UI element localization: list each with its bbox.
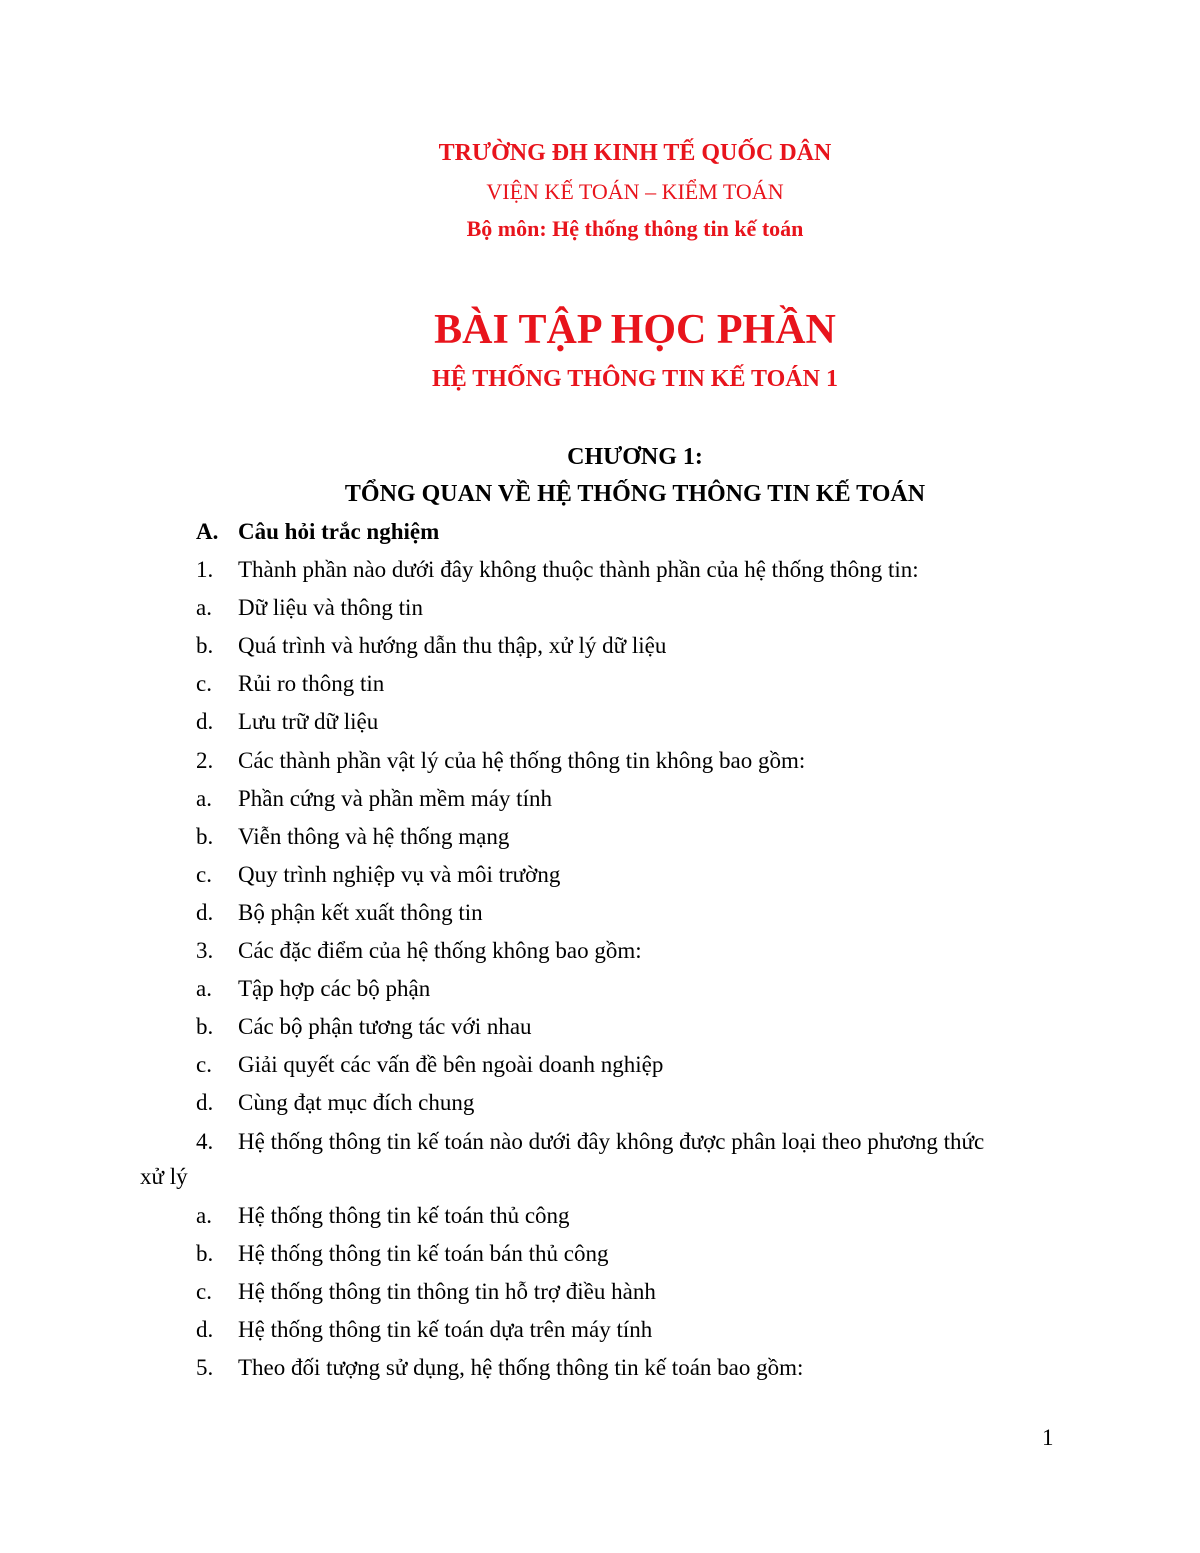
answer-option [0,1014,1200,1052]
answer-option [0,1203,1200,1241]
option-text: Lưu trữ dữ liệu [238,709,379,735]
answer-option [0,1317,1200,1355]
answer-option [0,671,1200,709]
answer-option [0,786,1200,824]
option-letter: c. [196,861,212,887]
option-letter: c. [196,1279,212,1305]
question-line [0,557,1200,595]
option-text: Bộ phận kết xuất thông tin [238,899,483,925]
option-letter: a. [196,595,212,621]
option-text: Dữ liệu và thông tin [238,595,423,621]
chapter-number: CHƯƠNG 1: [567,444,703,470]
answer-option [0,1279,1200,1317]
question-text: Theo đối tượng sử dụng, hệ thống thông tin kế toán bao gồm: [238,1355,804,1381]
section-label: Câu hỏi trắc nghiệm [238,519,440,544]
answer-option [0,1052,1200,1090]
option-text: Cùng đạt mục đích chung [238,1090,475,1116]
question-text: Hệ thống thông tin kế toán nào dưới đây không được phân loại theo phương thức [238,1128,985,1154]
option-letter: d. [196,709,214,735]
question-number: 2. [196,747,214,773]
question-text: Thành phần nào dưới đây không thuộc thành phần của hệ thống thông tin: [238,557,919,582]
option-letter: d. [196,1317,214,1343]
question-4-continuation: xử lý [140,1164,188,1189]
option-text: Phần cứng và phần mềm máy tính [238,785,552,811]
question-line [0,938,1200,976]
option-letter: d. [196,899,214,925]
question-line [0,1129,1200,1167]
option-text: Các bộ phận tương tác với nhau [238,1014,532,1040]
course-title: HỆ THỐNG THÔNG TIN KẾ TOÁN 1 [432,366,838,392]
answer-option [0,862,1200,900]
answer-option [0,976,1200,1014]
question-text: Các thành phần vật lý của hệ thống thông tin không bao gồm: [238,747,806,773]
answer-option [0,633,1200,671]
question-number: 3. [196,938,214,963]
option-letter: a. [196,785,212,811]
chapter-title: TỔNG QUAN VỀ HỆ THỐNG THÔNG TIN KẾ TOÁN [344,481,926,507]
question-line [0,1355,1200,1393]
section-marker: A. [196,519,219,544]
option-letter: a. [196,976,212,1002]
answer-option [0,709,1200,747]
option-text: Hệ thống thông tin kế toán bán thủ công [238,1241,609,1267]
option-text: Quy trình nghiệp vụ và môi trường [238,861,561,887]
document-title: BÀI TẬP HỌC PHẦN [434,307,836,353]
answer-option [0,1241,1200,1279]
option-text: Tập hợp các bộ phận [238,976,431,1002]
question-line [0,748,1200,786]
option-letter: a. [196,1203,212,1228]
option-text: Rủi ro thông tin [238,671,385,697]
department-name: Bộ môn: Hệ thống thông tin kế toán [466,216,804,241]
answer-option [0,824,1200,862]
option-letter: b. [196,1014,214,1040]
question-number: 4. [196,1128,214,1154]
question-text: Các đặc điểm của hệ thống không bao gồm: [238,938,642,963]
answer-option [0,1090,1200,1128]
option-text: Hệ thống thông tin thông tin hỗ trợ điều hành [238,1279,656,1305]
question-number: 5. [196,1355,214,1381]
option-letter: d. [196,1090,214,1116]
option-letter: c. [196,671,212,697]
option-letter: b. [196,823,214,849]
institute-name: VIỆN KẾ TOÁN – KIỂM TOÁN [486,179,784,204]
question-number: 1. [196,557,214,582]
answer-option [0,900,1200,938]
section-heading [0,519,1200,557]
option-text: Hệ thống thông tin kế toán dựa trên máy tính [238,1317,653,1343]
option-letter: c. [196,1052,212,1078]
page-number: 1 [1042,1425,1054,1450]
option-text: Quá trình và hướng dẫn thu thập, xử lý dữ liệu [238,633,667,659]
school-name: TRƯỜNG ĐH KINH TẾ QUỐC DÂN [438,140,832,166]
option-text: Giải quyết các vấn đề bên ngoài doanh nghiệp [238,1052,664,1078]
option-letter: b. [196,1241,214,1267]
answer-option [0,595,1200,633]
option-letter: b. [196,633,214,659]
option-text: Viễn thông và hệ thống mạng [238,823,510,849]
option-text: Hệ thống thông tin kế toán thủ công [238,1203,570,1228]
